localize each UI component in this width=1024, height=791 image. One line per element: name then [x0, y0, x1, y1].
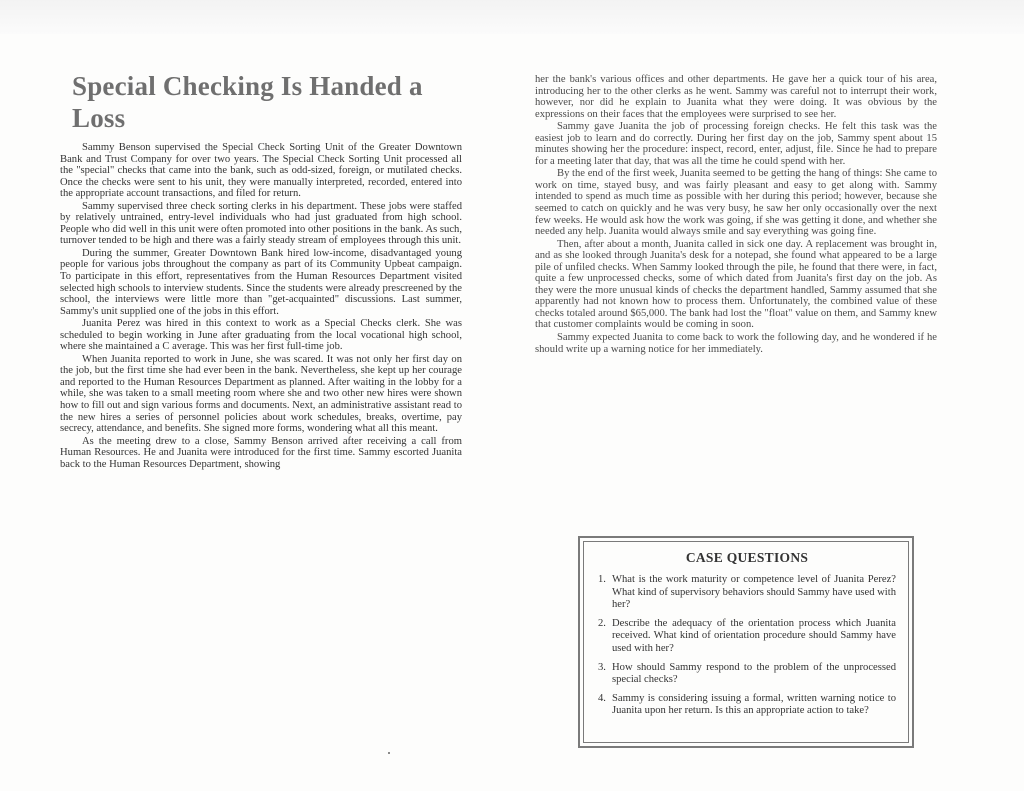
body-paragraph: Sammy gave Juanita the job of processing foreign checks. He felt this task was the easiest job to learn and do correctly. During her first day on the job, Sammy spent about 15 minutes showing her the procedure: inspect, record, enter, adjust, file. Since he had to prepare for a meeting later that day, that was all the time he could spend with her. — [535, 121, 937, 167]
right-column — [535, 74, 937, 356]
case-questions-inner-frame — [583, 541, 909, 743]
body-paragraph: As the meeting drew to a close, Sammy Benson arrived after receiving a call from Human Resources. He and Juanita were introduced for the first time. Sammy escorted Juanita back to the Human Resources Department, showing — [60, 435, 462, 470]
article-title: Special Checking Is Handed a Loss — [72, 71, 423, 133]
body-paragraph: Sammy expected Juanita to come back to work the following day, and he wondered if he should write up a warning notice for her immediately. — [535, 332, 937, 355]
body-paragraph-continued: her the bank's various offices and other departments. He gave her a quick tour of his area, introducing her to the other clerks as he went. Sammy was careful not to interrupt their work, however, nor did he explain to Juanita what they were doing. It was obvious by the expressions on their faces that the employees were surprised to see her. — [535, 74, 937, 120]
case-questions-box — [578, 536, 914, 748]
scan-top-margin — [0, 0, 1024, 34]
question-text: How should Sammy respond to the problem of the unprocessed special checks? — [612, 661, 896, 686]
case-question-item — [598, 662, 896, 687]
body-paragraph: Sammy supervised three check sorting clerks in his department. These jobs were staffed by relatively untrained, entry-level individuals who had just graduated from high school. People who did well in this unit were often promoted into other positions in the bank. As such, turnover tended to be high and there was a fairly steady stream of employees through this unit. — [60, 200, 462, 247]
question-text: Describe the adequacy of the orientation process which Juanita received. What kind of orientation procedure should Sammy have used with her? — [612, 617, 896, 654]
question-number: 1. — [598, 574, 606, 585]
body-paragraph: Juanita Perez was hired in this context to work as a Special Checks clerk. She was scheduled to begin working in June after graduating from the local vocational high school, where she maintained a C average. This was her first full-time job. — [60, 318, 462, 353]
case-questions-heading: CASE QUESTIONS — [685, 550, 809, 565]
question-number: 4. — [598, 692, 606, 704]
case-question-item — [598, 693, 896, 718]
case-question-item — [598, 618, 896, 656]
body-paragraph: During the summer, Greater Downtown Bank hired low-income, disadvantaged young people for various jobs throughout the company as part of its Community Upbeat campaign. To participate in this effort, representatives from the Human Resources Department visited selected high schools to interview students. Since the students were already prescreened by the school, the interviews were little more than "get-acquainted" discussions. Last summer, Sammy's unit supplied one of the jobs in this effort. — [60, 247, 462, 317]
question-number: 3. — [598, 661, 606, 673]
body-paragraph: Sammy Benson supervised the Special Check Sorting Unit of the Greater Downtown Bank and Trust Company for over two years. The Special Check Sorting Unit processed all the "special" checks that came into the bank, such as odd-sized, foreign, or mutilated checks. Once the checks were sent to his unit, they were manually interpreted, recorded, entered into the appropriate account transactions, and filed for return. — [60, 142, 462, 200]
question-text: Sammy is considering issuing a formal, written warning notice to Juanita upon her return. Is this an appropriate action to take? — [612, 692, 896, 717]
body-paragraph: By the end of the first week, Juanita seemed to be getting the hang of things: She came to work on time, stayed busy, and was fairly pleasant and easy to get along with. Sammy intended to spend as much time as possible with her during this period; however, because she seemed to catch on quickly and he was very busy, he saw her only occasionally over the next few weeks. He would ask how the work was going, if she was getting it done, and whether she needed any help. Juanita would always smile and say everything was going fine. — [535, 168, 937, 238]
question-number: 2. — [598, 617, 606, 629]
body-paragraph: Then, after about a month, Juanita called in sick one day. A replacement was brought in, and as she looked through Juanita's desk for a notepad, she found what appeared to be a large pile of unfiled checks. When Sammy looked through the pile, he found that there were, in fact, quite a few unprocessed checks, some of which dated from Juanita's first day on the job. As they were the more unusual kinds of checks the department handled, Sammy assumed that she apparently had not known how to process them. Unfortunately, the combined value of these checks totaled around $65,000. The bank had lost the "float" value on them, and Sammy knew that customer complaints would be coming in soon. — [535, 238, 937, 331]
case-question-item — [598, 574, 896, 612]
left-column — [60, 70, 462, 471]
body-paragraph: When Juanita reported to work in June, she was scared. It was not only her first day on the job, but the first time she had ever been in the bank. Nevertheless, she kept up her courage and reported to the Human Resources Department as planned. After waiting in the lobby for a while, she was taken to a small meeting room where she and two other new hires were shown how to fill out and sign various forms and documents. Next, an administrative assistant read to the new hires a series of personnel policies about work schedules, breaks, overtime, pay secrecy, attendance, and benefits. She signed more forms, wondering what all this meant. — [60, 353, 462, 435]
question-text: What is the work maturity or competence level of Juanita Perez? What kind of supervisory behaviors should Sammy have used with her? — [612, 574, 896, 611]
scan-speck — [388, 752, 390, 754]
